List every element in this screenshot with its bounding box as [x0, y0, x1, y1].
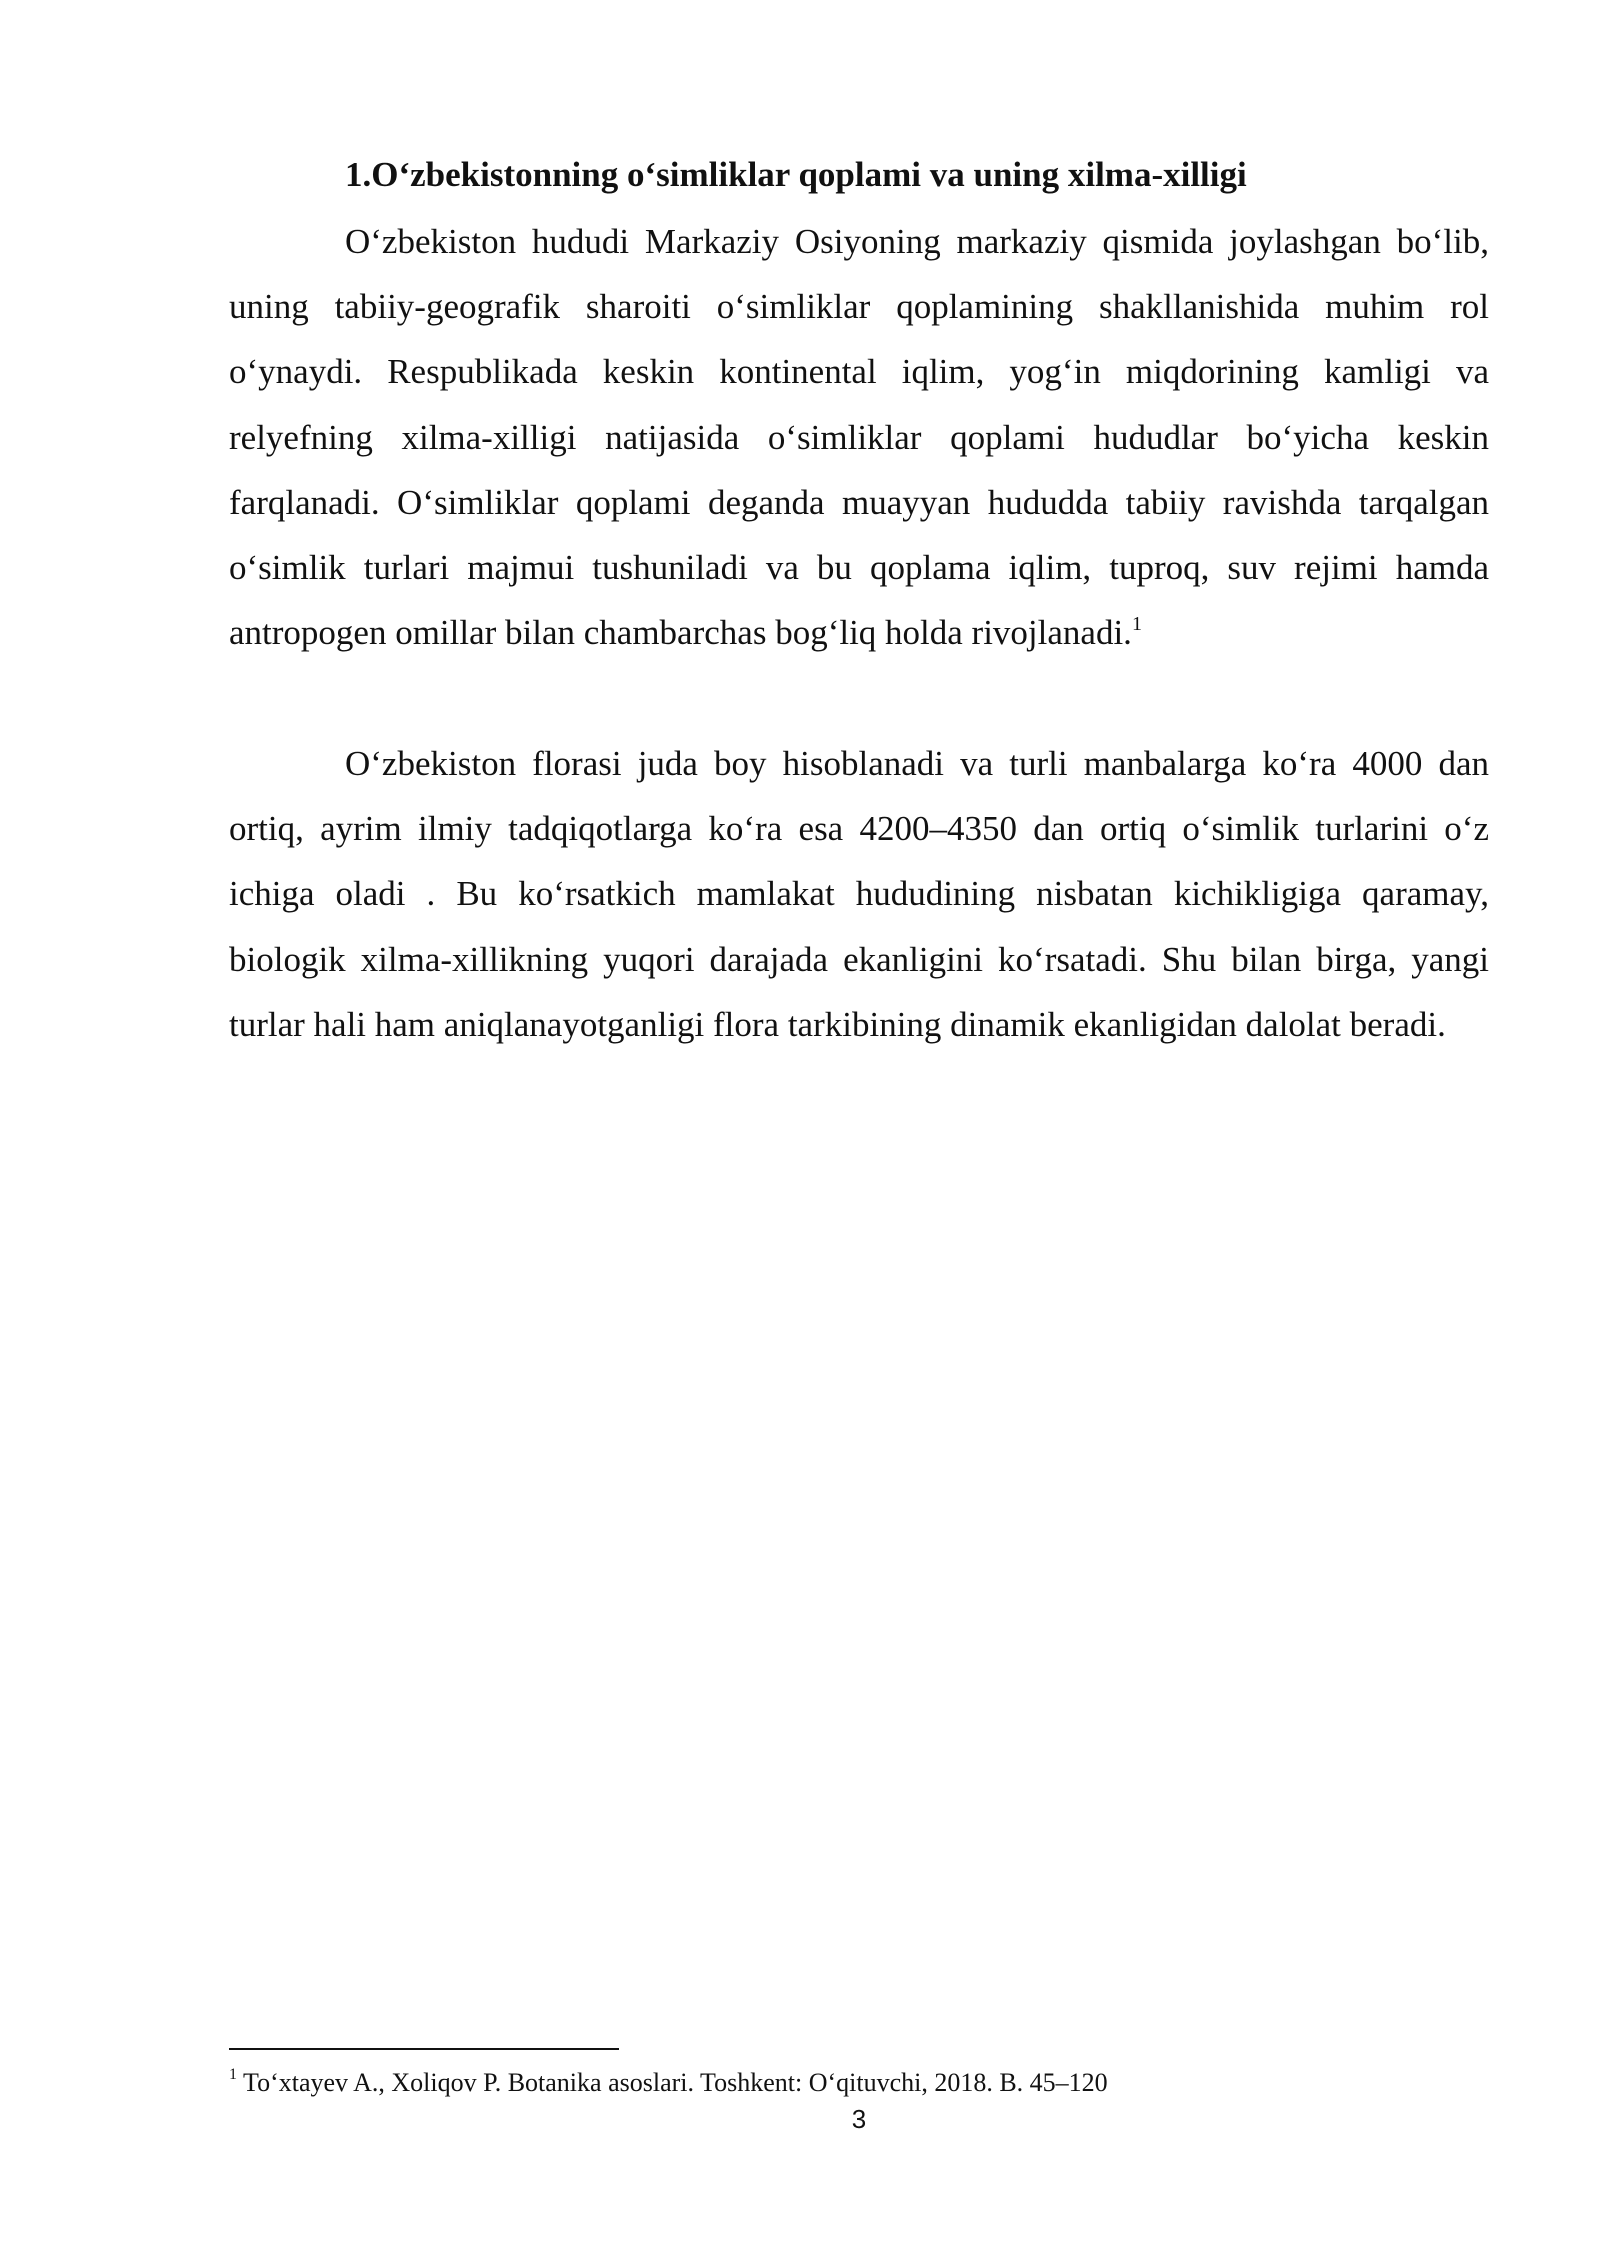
footnote-reference[interactable]: 1	[1131, 612, 1142, 635]
footnote-text: To‘xtayev A., Xoliqov P. Botanika asoslari. Toshkent: O‘qituvchi, 2018. B. 45–120	[243, 2068, 1108, 2097]
footnote-separator	[229, 2048, 619, 2050]
paragraph-2-text: O‘zbekiston florasi juda boy hisoblanadi va turli manbalarga ko‘ra 4000 dan ortiq, ayrim ilmiy tadqiqotlarga ko‘ra esa 4200–4350 dan ortiq o‘simlik turlarini o‘z ichiga oladi . Bu ko‘rsatkich mamlakat hududining nisbatan kichikligiga qaramay, biologik xilma-xillikning yuqori darajada ekanligini ko‘rsatadi. Shu bilan birga, yangi turlar hali ham aniqlanayotganligi flora tarkibining dinamik ekanligidan dalolat beradi.	[229, 744, 1489, 1044]
footnote-marker: 1	[229, 2066, 237, 2084]
section-heading: 1.O‘zbekistonning o‘simliklar qoplami va uning xilma-xilligi	[345, 155, 1247, 194]
body-paragraph-1	[229, 209, 1489, 665]
paragraph-1-text: O‘zbekiston hududi Markaziy Osiyoning markaziy qismida joylashgan bo‘lib, uning tabiiy-geografik sharoiti o‘simliklar qoplamining shakllanishida muhim rol o‘ynaydi. Respublikada keskin kontinental iqlim, yog‘in miqdorining kamligi va relyefning xilma-xilligi natijasida o‘simliklar qoplami hududlar bo‘yicha keskin farqlanadi. O‘simliklar qoplami deganda muayyan hududda tabiiy ravishda tarqalgan o‘simlik turlari majmui tushuniladi va bu qoplama iqlim, tuproq, suv rejimi hamda antropogen omillar bilan chambarchas bog‘liq holda rivojlanadi.	[229, 222, 1489, 653]
body-paragraph-2	[229, 731, 1489, 1057]
footnote	[229, 2065, 1108, 2101]
page-number: 3	[851, 2104, 867, 2134]
